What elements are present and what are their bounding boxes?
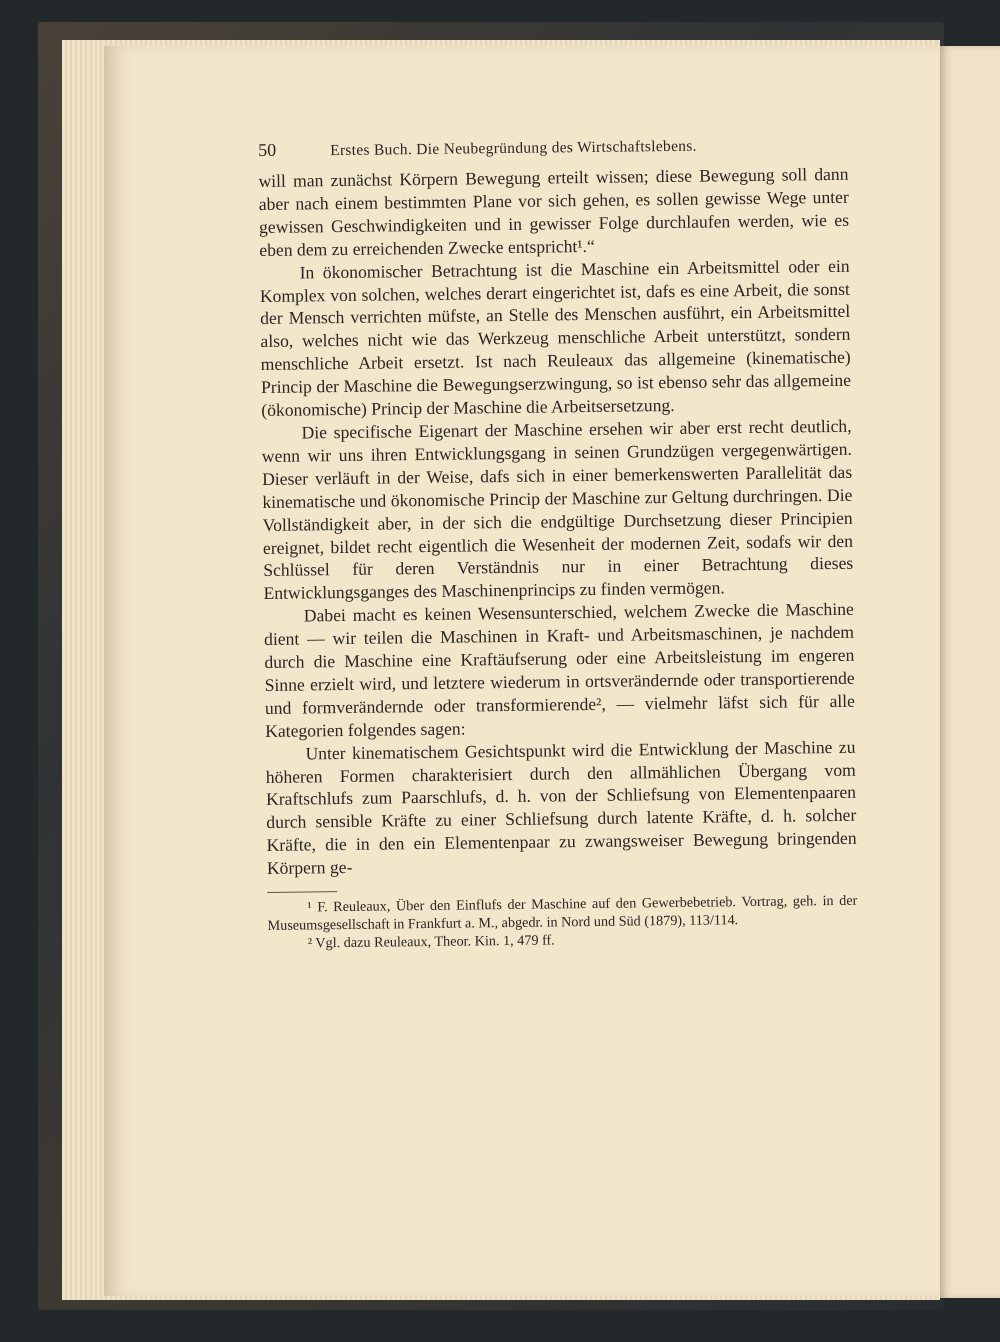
paragraph: In ökonomischer Betrachtung ist die Maschine ein Arbeitsmittel oder ein Komplex von solchen, welches derart eingerichtet ist, dafs es eine Arbeit, die sonst der Mensch verrichten müfste, an Stelle des Menschen ausführt, ein Arbeitsmittel also, welches nicht wie das Werkzeug menschliche Arbeit unterstützt, sondern menschliche Arbeit ersetzt. Ist nach Reuleaux das allgemeine (kinematische) Princip der Maschine die Bewegungserzwingung, so ist ebenso sehr das allgemeine (ökonomische) Princip der Maschine die Arbeitsersetzung.	[259, 255, 852, 421]
footnote-rule	[267, 891, 337, 893]
page-number: 50	[258, 139, 277, 160]
footnote: ¹ F. Reuleaux, Über den Einflufs der Maschine auf den Gewerbebetrieb. Vortrag, geh. in der Museumsgesellschaft in Frankfurt a. M., abgedr. in Nord und Süd (1879), 113/114.	[267, 892, 858, 935]
paragraph: Dabei macht es keinen Wesensunterschied, welchem Zwecke die Maschine dient — wir teilen die Maschinen in Kraft- und Arbeitsmaschinen, je nachdem durch die Maschine eine Kraftäufserung oder eine Arbeitsleistung im engeren Sinne erzielt wird, und letztere wiederum in ortsverändernde oder transportierende und formverändernde oder transformierende², — vielmehr läfst sich für alle Kategorien folgendes sagen:	[263, 598, 856, 741]
facing-page-edge	[940, 46, 1000, 1298]
footnote: ² Vgl. dazu Reuleaux, Theor. Kin. 1, 479 ff.	[307, 932, 555, 952]
page-content	[258, 133, 858, 953]
paragraph: will man zunächst Körpern Bewegung erteilt wissen; diese Bewegung soll dann aber nach einem bestimmten Plane vor sich gehen, es sollen gewisse Wege unter gewissen Geschwindigkeiten und in gewisser Folge durchlaufen werden, wie es eben dem zu erreichenden Zwecke entspricht¹.“	[258, 163, 850, 260]
paragraph: Die specifische Eigenart der Maschine ersehen wir aber erst recht deutlich, wenn wir uns ihren Entwicklungsgang in seinen Grundzügen vergegenwärtigen. Dieser verläuft in der Weise, dafs sich in einer bemerkenswerten Parallelität das kinematische und ökonomische Princip der Maschine zur Geltung durchringen. Die Vollständigkeit aber, in der sich die endgültige Durchsetzung dieser Principien ereignet, bildet recht eigentlich die Wesenheit der modernen Zeit, sodafs wir den Schlüssel für deren Verständnis nur in einer Betrachtung dieses Entwicklungsganges des Maschinenprincips zu finden vermögen.	[261, 415, 854, 604]
paragraph: Unter kinematischem Gesichtspunkt wird die Entwicklung der Maschine zu höheren Formen charakterisiert durch den allmählichen Übergang vom Kraftschlufs zum Paarschlufs, d. h. von der Schliefsung von Elementenpaaren durch sensible Kräfte zu einer Schliefsung durch latente Kräfte, d. h. solcher Kräfte, die in den ein Elementenpaar zu zwangsweiser Bewegung bringenden Körpern ge-	[265, 736, 857, 879]
footnotes	[267, 892, 858, 953]
body-text	[258, 163, 857, 880]
running-head: Erstes Buch. Die Neubegründung des Wirtschaftslebens.	[330, 137, 697, 160]
